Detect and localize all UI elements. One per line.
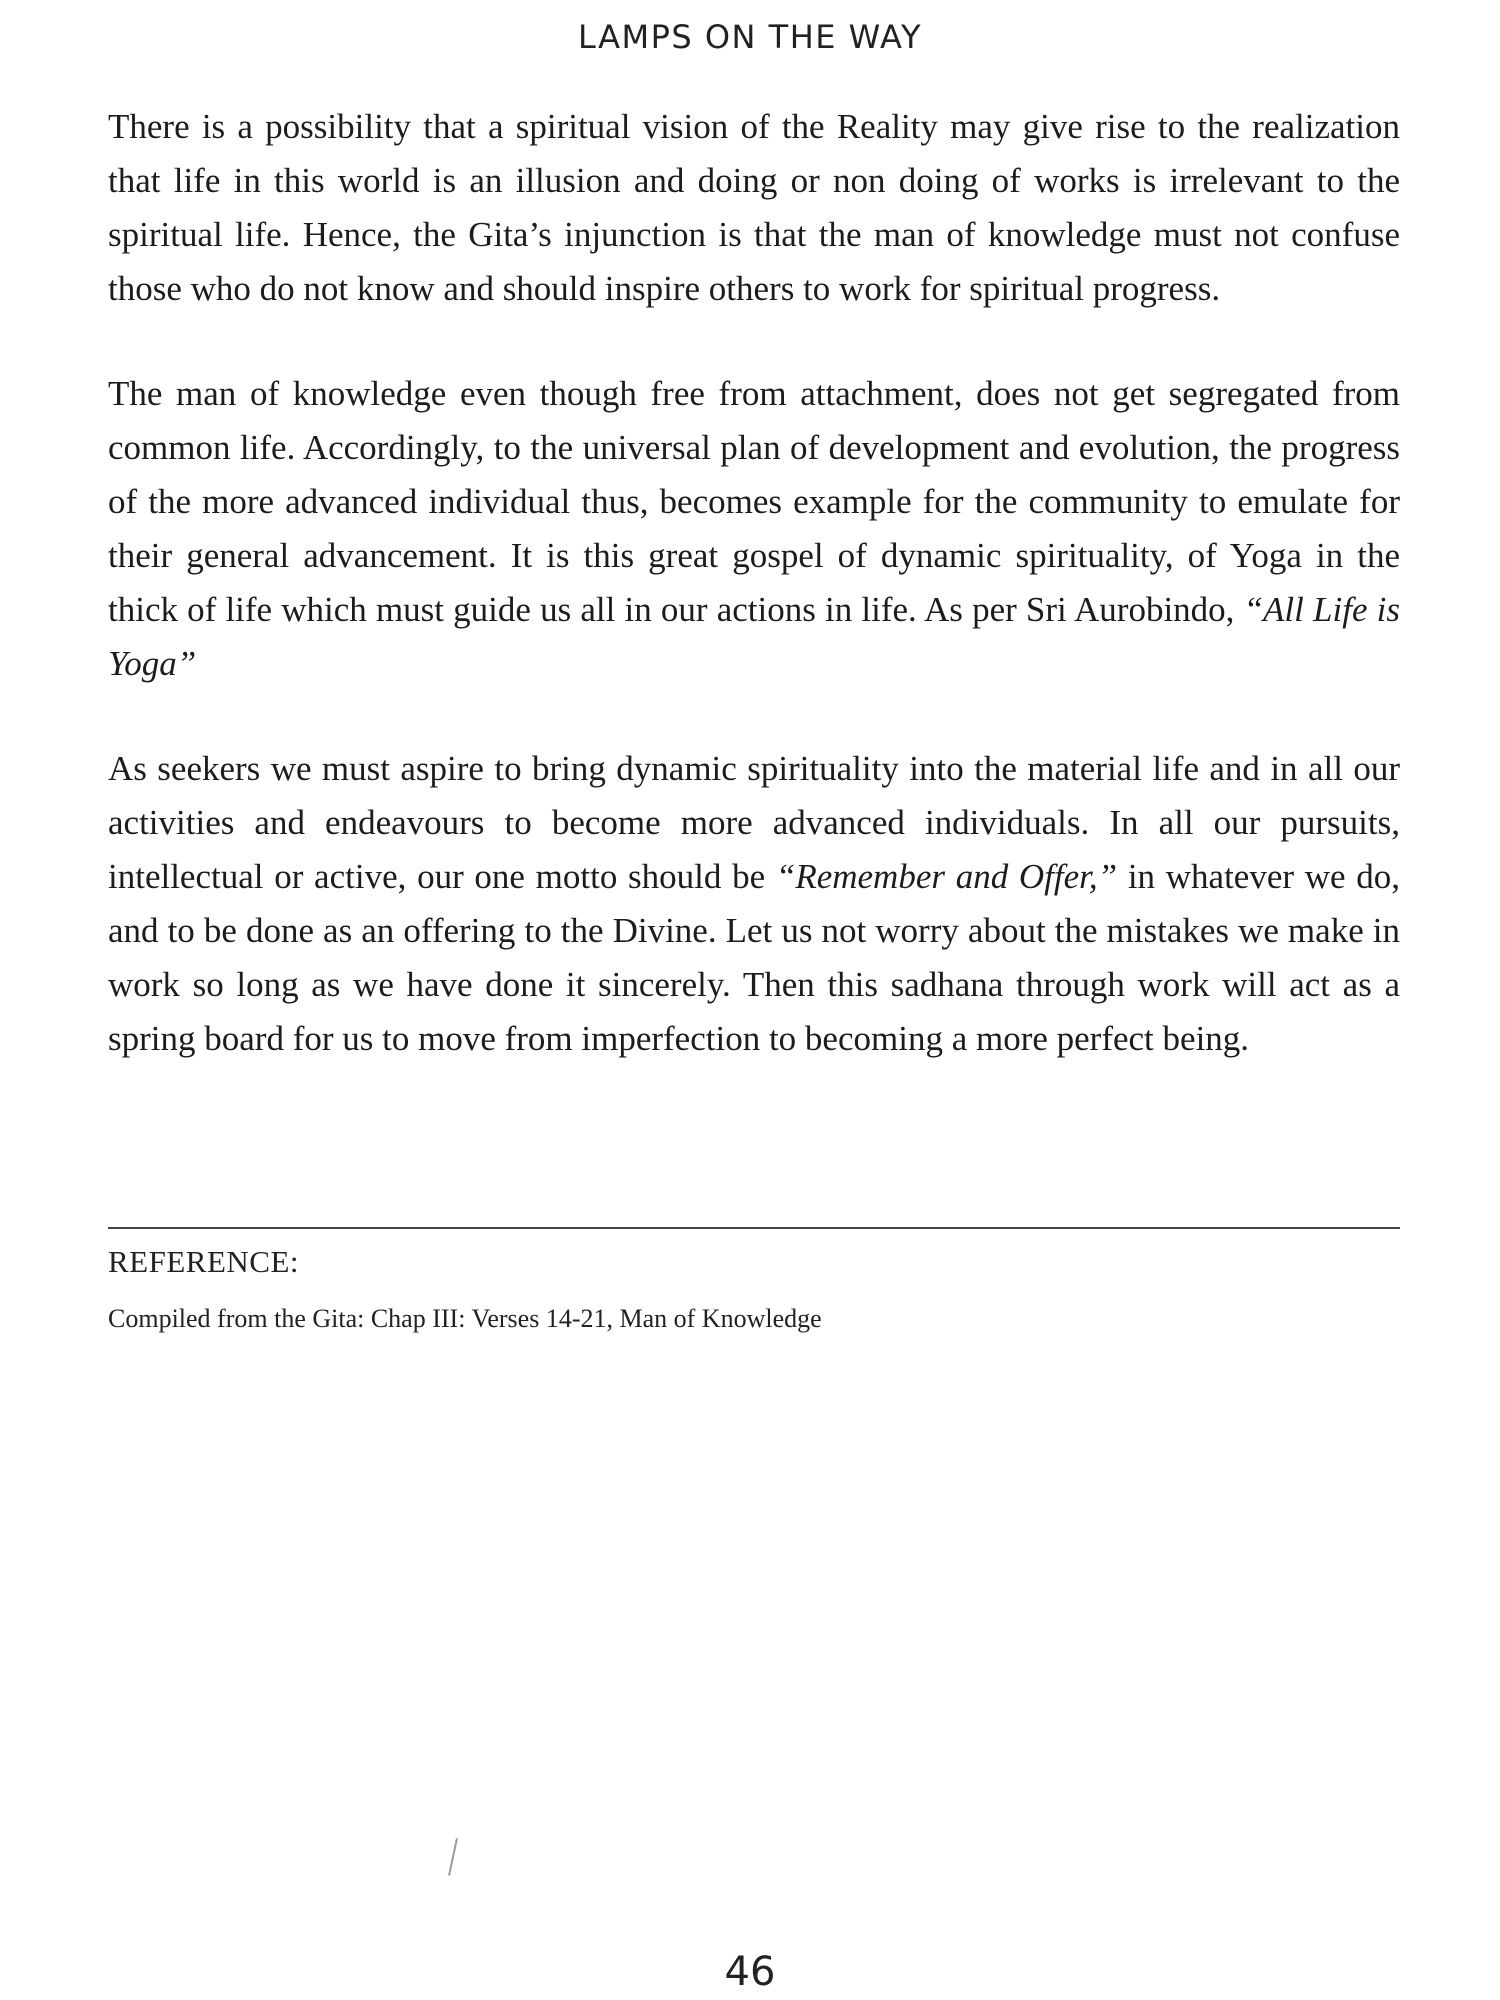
paragraph-man-of-knowledge	[108, 367, 1400, 691]
paragraph-text: As seekers we must aspire to bring dynamic spirituality into the material life and in all our activities and endeavours to become more advanced individuals. In all our pursuits, intellectual or active, our one motto should be	[108, 749, 1400, 896]
reference-divider	[108, 1227, 1400, 1229]
running-head: LAMPS ON THE WAY	[578, 18, 922, 56]
reference-text: Compiled from the Gita: Chap III: Verses 14-21, Man of Knowledge	[108, 1304, 822, 1333]
paragraph-seekers	[108, 742, 1400, 1066]
paragraph-gita-injunction	[108, 100, 1400, 316]
page-number: 46	[724, 1949, 776, 1995]
reference-heading: REFERENCE:	[108, 1244, 300, 1279]
paragraph-text: The man of knowledge even though free from attachment, does not get segregated from common life. Accordingly, to the universal plan of development and evolution, the progress of the more advanced individual thus, becomes example for the community to emulate for their general advancement. It is this great gospel of dynamic spirituality, of Yoga in the thick of life which must guide us all in our actions in life. As per Sri Aurobindo,	[108, 374, 1400, 629]
stray-pencil-mark	[448, 1838, 458, 1876]
quote-remember-and-offer: “Remember and Offer,”	[775, 857, 1118, 896]
quote-all-life-is-yoga: “All Life is Yoga”	[108, 590, 1400, 683]
paragraph-text-tail: in whatever we do, and to be done as an offering to the Divine. Let us not worry about the mistakes we make in work so long as we have done it sincerely. Then this sadhana through work will act as a spring board for us to move from imperfection to becoming a more perfect being.	[108, 857, 1401, 1058]
body-text	[108, 100, 1400, 1117]
paragraph-text: There is a possibility that a spiritual vision of the Reality may give rise to the realization that life in this world is an illusion and doing or non doing of works is irrelevant to the spiritual life. Hence, the Gita’s injunction is that the man of knowledge must not confuse those who do not know and should inspire others to work for spiritual progress.	[108, 107, 1400, 308]
